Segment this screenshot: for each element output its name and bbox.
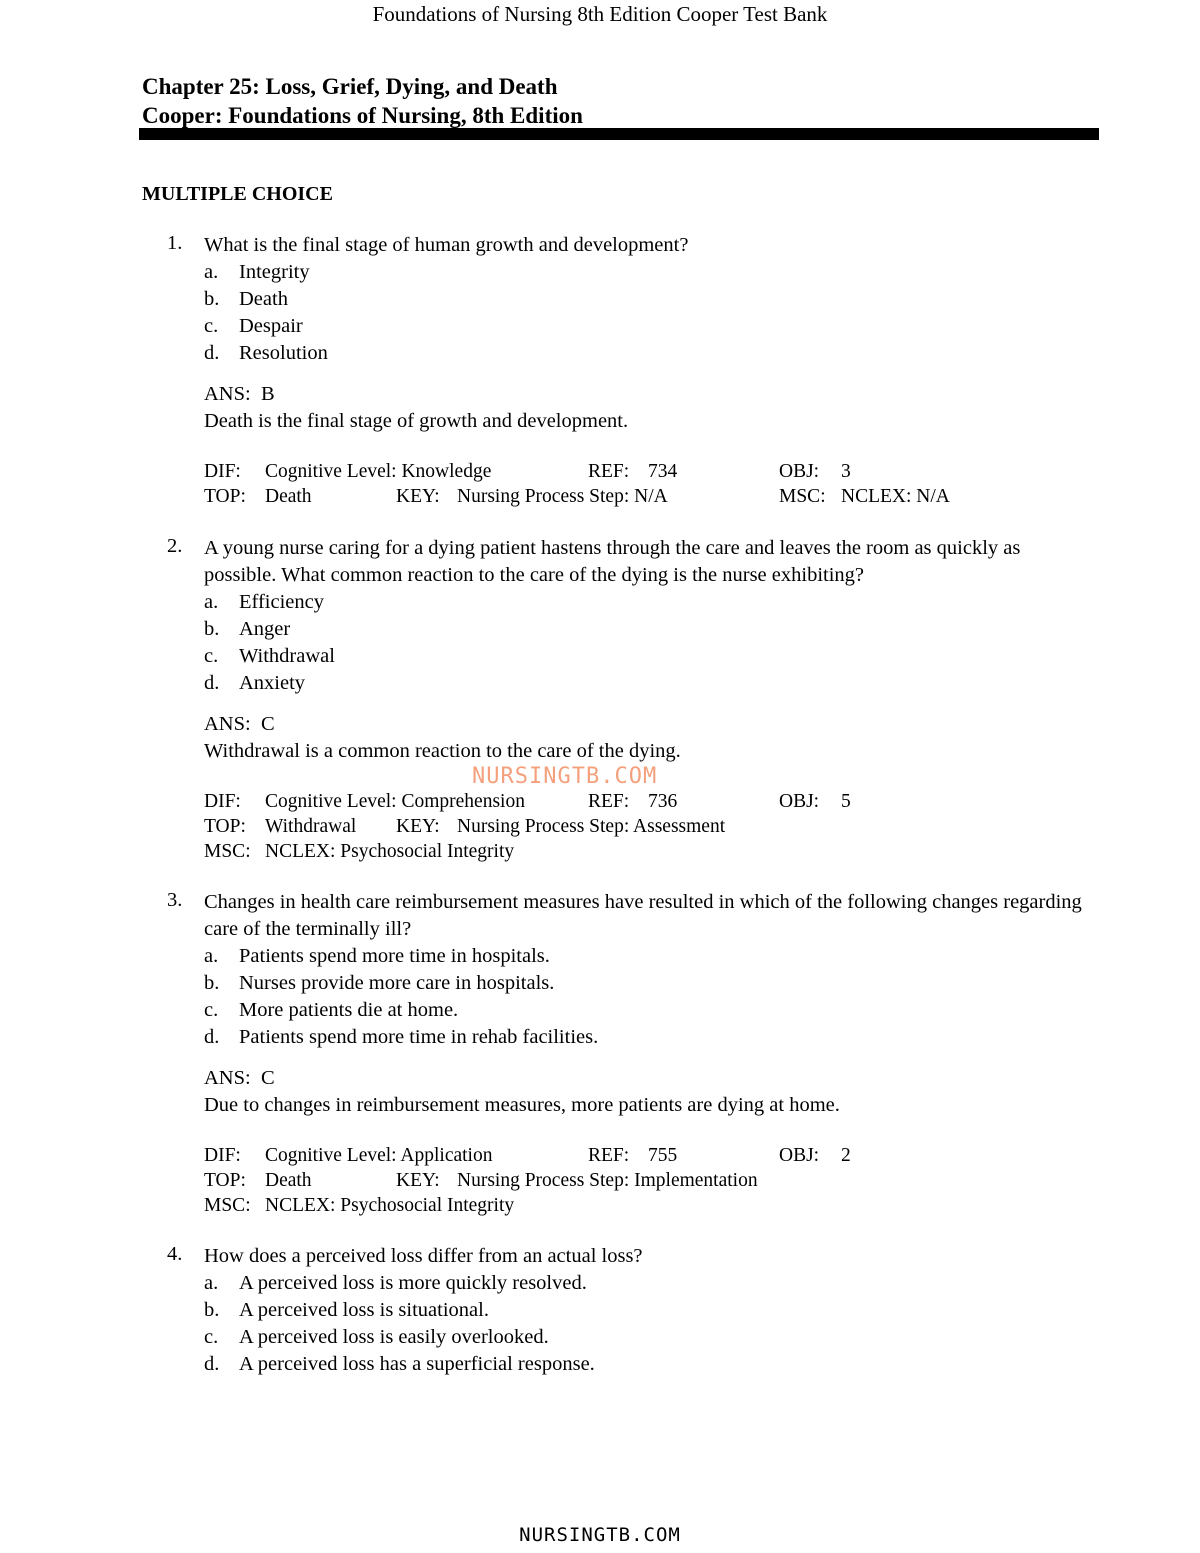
option-text: Death [239,288,288,310]
option-letter: d. [204,342,220,364]
option-text: A perceived loss is easily overlooked. [239,1326,549,1348]
option-text: Withdrawal [239,645,335,667]
top-label: TOP: [204,816,246,837]
question-number: 1. [167,232,183,254]
top-label: TOP: [204,1170,246,1191]
msc-value: NCLEX: N/A [841,486,950,507]
book-title: Cooper: Foundations of Nursing, 8th Edition [142,103,583,128]
watermark: NURSINGTB.COM [472,764,658,789]
rationale: Death is the final stage of growth and development. [204,410,629,432]
top-value: Death [265,486,312,507]
option-text: Despair [239,315,303,337]
option-letter: d. [204,1026,220,1048]
obj-value: 5 [841,791,851,812]
ans-label: ANS: [204,713,251,735]
option-letter: c. [204,1326,219,1348]
question-number: 2. [167,535,183,557]
msc-value: NCLEX: Psychosocial Integrity [265,1195,515,1216]
option-letter: b. [204,618,220,640]
key-value: Nursing Process Step: N/A [457,486,668,507]
ans-label: ANS: [204,383,251,405]
key-label: KEY: [396,816,440,837]
chapter-title: Chapter 25: Loss, Grief, Dying, and Death [142,74,558,99]
option-text: Nurses provide more care in hospitals. [239,972,555,994]
option-text: Integrity [239,261,310,283]
option-text: More patients die at home. [239,999,459,1021]
msc-label: MSC: [204,841,251,862]
option-letter: c. [204,645,219,667]
answer-line [204,711,681,738]
option-letter: b. [204,1299,220,1321]
top-value: Withdrawal [265,816,357,837]
option-letter: c. [204,999,219,1021]
ref-value: 755 [648,1145,678,1166]
key-value: Nursing Process Step: Assessment [457,816,726,837]
ref-value: 736 [648,791,678,812]
ref-value: 734 [648,461,678,482]
dif-label: DIF: [204,1145,241,1166]
answer-value: C [260,1067,275,1089]
key-label: KEY: [396,1170,440,1191]
section-heading: MULTIPLE CHOICE [142,183,333,205]
option-letter: a. [204,1272,219,1294]
question-number: 4. [167,1243,183,1265]
option-text: Patients spend more time in rehab facilities. [239,1026,599,1048]
obj-label: OBJ: [779,461,820,482]
question-stem: Changes in health care reimbursement measures have resulted in which of the following changes regarding care of the terminally ill? [204,891,1082,940]
dif-label: DIF: [204,791,241,812]
top-label: TOP: [204,486,246,507]
option-text: A perceived loss is situational. [239,1299,489,1321]
chapter-heading [142,72,583,130]
ref-label: REF: [588,1145,630,1166]
rationale: Due to changes in reimbursement measures, more patients are dying at home. [204,1094,840,1116]
option-text: A perceived loss is more quickly resolved. [239,1272,587,1294]
obj-value: 2 [841,1145,851,1166]
question-number: 3. [167,889,183,911]
answer-line [204,381,628,408]
top-value: Death [265,1170,312,1191]
answer-block [204,1065,840,1119]
option-letter: c. [204,315,219,337]
heading-rule [139,128,1099,140]
option-letter: b. [204,288,220,310]
answer-value: C [260,713,275,735]
page-footer: NURSINGTB.COM [519,1524,681,1546]
option-letter: a. [204,591,219,613]
dif-value: Cognitive Level: Application [265,1145,493,1166]
option-letter: b. [204,972,220,994]
dif-value: Cognitive Level: Knowledge [265,461,492,482]
option-letter: d. [204,1353,220,1375]
obj-label: OBJ: [779,791,820,812]
msc-label: MSC: [204,1195,251,1216]
key-label: KEY: [396,486,440,507]
obj-value: 3 [841,461,851,482]
answer-value: B [260,383,275,405]
option-text: A perceived loss has a superficial response. [239,1353,595,1375]
question-stem: What is the final stage of human growth and development? [204,234,689,256]
ans-label: ANS: [204,1067,251,1089]
msc-label: MSC: [779,486,826,507]
option-text: Anxiety [239,672,306,694]
msc-value: NCLEX: Psychosocial Integrity [265,841,515,862]
option-letter: d. [204,672,220,694]
question-stem: How does a perceived loss differ from an actual loss? [204,1245,643,1267]
option-text: Patients spend more time in hospitals. [239,945,550,967]
ref-label: REF: [588,461,630,482]
answer-block [204,711,681,765]
dif-label: DIF: [204,461,241,482]
answer-line [204,1065,840,1092]
page-header: Foundations of Nursing 8th Edition Cooper Test Bank [372,2,828,26]
dif-value: Cognitive Level: Comprehension [265,791,525,812]
rationale: Withdrawal is a common reaction to the care of the dying. [204,740,681,762]
option-text: Efficiency [239,591,324,613]
answer-block [204,381,628,435]
obj-label: OBJ: [779,1145,820,1166]
key-value: Nursing Process Step: Implementation [457,1170,758,1191]
ref-label: REF: [588,791,630,812]
option-text: Resolution [239,342,328,364]
question-stem: A young nurse caring for a dying patient hastens through the care and leaves the room as quickly as possible. What common reaction to the care of the dying is the nurse exhibiting? [204,537,1021,586]
option-letter: a. [204,945,219,967]
option-letter: a. [204,261,219,283]
option-text: Anger [239,618,291,640]
